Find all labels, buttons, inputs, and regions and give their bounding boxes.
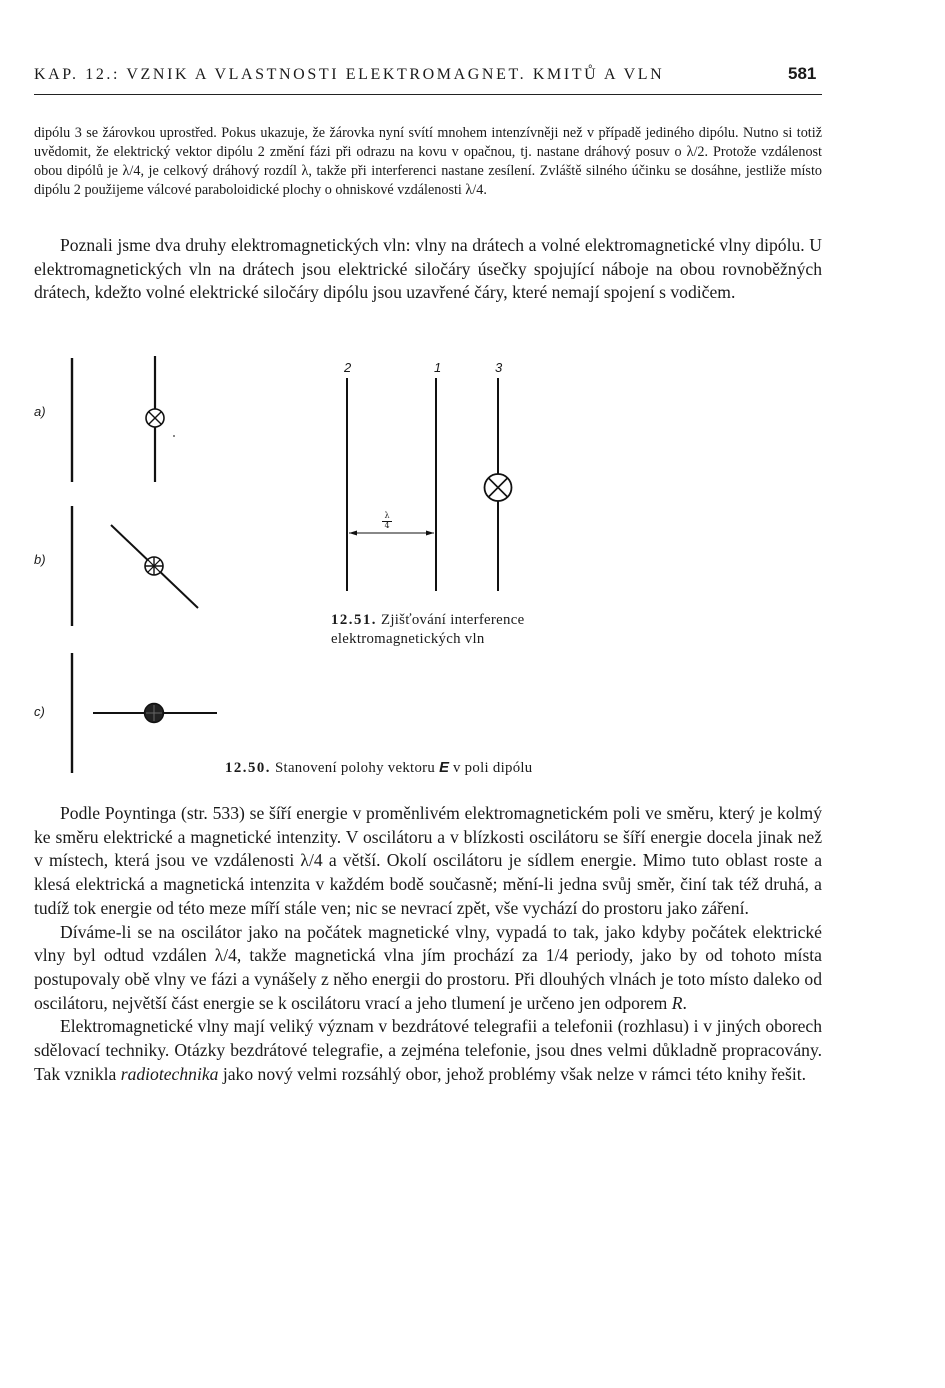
paragraph-2-symbol-r: R [671, 992, 683, 1013]
figure-12-50-b [72, 506, 198, 626]
caption-12-50-symbol: E [439, 760, 449, 776]
label-c: c) [34, 704, 45, 719]
caption-12-51 [331, 611, 524, 649]
wire-label-1: 1 [434, 360, 442, 375]
page-number: 581 [788, 64, 817, 83]
paragraph-2-part-2 [34, 921, 822, 1016]
paragraph-poynting [34, 802, 822, 1086]
caption-12-50-number: 12.50. [225, 760, 271, 776]
distance-numerator: λ [384, 511, 390, 520]
caption-12-51-number: 12.51. [331, 612, 377, 628]
distance-arrow [349, 531, 434, 536]
lamp-icon-fig51 [485, 474, 512, 501]
wire-label-3: 3 [495, 360, 503, 375]
paragraph-2-part-3-end: jako nový velmi rozsáhlý obor, jehož problémy však nelze v rámci této knihy řešit. [222, 1063, 807, 1084]
figure-12-51 [347, 378, 512, 591]
running-header-title: KAP. 12.: VZNIK A VLASTNOSTI ELEKTROMAGNET. KMITŮ A VLN [34, 66, 665, 83]
wire-label-2: 2 [344, 360, 352, 375]
distance-label [381, 512, 393, 530]
paragraph-2-italic-term: radiotechnika [120, 1063, 219, 1084]
caption-12-50 [225, 759, 533, 778]
paragraph-2-part-3 [34, 1015, 822, 1086]
figure-12-50-a [72, 356, 175, 482]
distance-denominator: 4 [384, 521, 390, 530]
paragraph-2-part-1: Podle Poyntinga (str. 533) se šíří energie v proměnlivém elektromagnetickém poli ve směru, který je kolmý ke směru elektrické a magnetické intenzity. V oscilátoru a v blízkosti oscilátoru se šíří energie docela jinak než v místech, která jsou ve vzdálenosti λ/4 a větší. Okolí oscilátoru je sídlem energie. Mimo tuto oblast roste a klesá elektrická a magnetická intenzita v každém bodě současně; mění-li jedna svůj směr, činí tak též druhá, a tudíž tok energie od této meze míří stále ven; nic se nevrací zpět, vše vychází do prostoru jako záření. [34, 803, 822, 918]
figure-12-50-c [72, 653, 217, 773]
caption-12-50-text-after: v poli dipólu [452, 760, 533, 776]
caption-12-50-text-before: Stanovení polohy vektoru [275, 760, 436, 776]
caption-12-51-text-1: Zjišťování interference [381, 612, 525, 628]
intro-paragraph: dipólu 3 se žárovkou uprostřed. Pokus ukazuje, že žárovka nyní svítí mnohem intenzívněji než v případě jediného dipólu. Nutno si totiž uvědomit, že elektrický vektor dipólu 2 změní fázi při odrazu na kovu v opačnou, tj. nastane dráhový posuv o λ/2. Protože vzdálenost obou dipólů je λ/4, je celkový dráhový rozdíl λ, takže při interferenci nastane zesílení. Zvláště silného účinku se dosáhne, jestliže místo dipólu 2 použijeme válcové paraboloidické plochy o ohniskové vzdálenosti λ/4. [34, 125, 822, 198]
caption-12-51-line-1 [331, 611, 524, 630]
label-a: a) [34, 404, 46, 419]
lamp-icon-b [145, 557, 163, 575]
paragraph-1-text: Poznali jsme dva druhy elektromagnetických vln: vlny na drátech a volné elektromagnetické vlny dipólu. U elektromagnetických vln na drátech jsou elektrické siločáry úsečky spojující náboje na obou rovnoběžných drátech, kdežto volné elektrické siločáry dipólu jsou uzavřené čáry, které nemají spojení s vodičem. [34, 235, 822, 303]
lamp-icon-a [146, 409, 164, 427]
caption-12-51-text-2: elektromagnetických vln [331, 631, 485, 647]
paragraph-2-part-2-end: . [682, 992, 687, 1013]
paragraph-2-part-3-start: Elektromagnetické vlny mají veliký význam v bezdrátové telegrafii a telefonii (rozhlasu) i v jiných oborech sdělovací techniky. Otázky bezdrátové telegrafie, a zejména telefonie, jsou dnes velmi důkladně propracovány. Tak vznikla [34, 1016, 822, 1084]
lamp-icon-c [145, 704, 164, 723]
label-b: b) [34, 552, 46, 567]
paragraph-2-part-2-text: Díváme-li se na oscilátor jako na počátek magnetické vlny, vypadá to tak, jako kdyby počátek elektrické vlny byl odtud vzdálen λ/4, takže magnetická vlna jím prochází za 1/4 periody, jako by od tohoto místa postupovaly obě vlny ve fázi a vynášely z něho energii do prostoru. Při dlouhých vlnách je toto místo daleko od oscilátoru, největší část energie se k oscilátoru vrací a jeho tlumení je určeno jen odporem [34, 921, 822, 1013]
